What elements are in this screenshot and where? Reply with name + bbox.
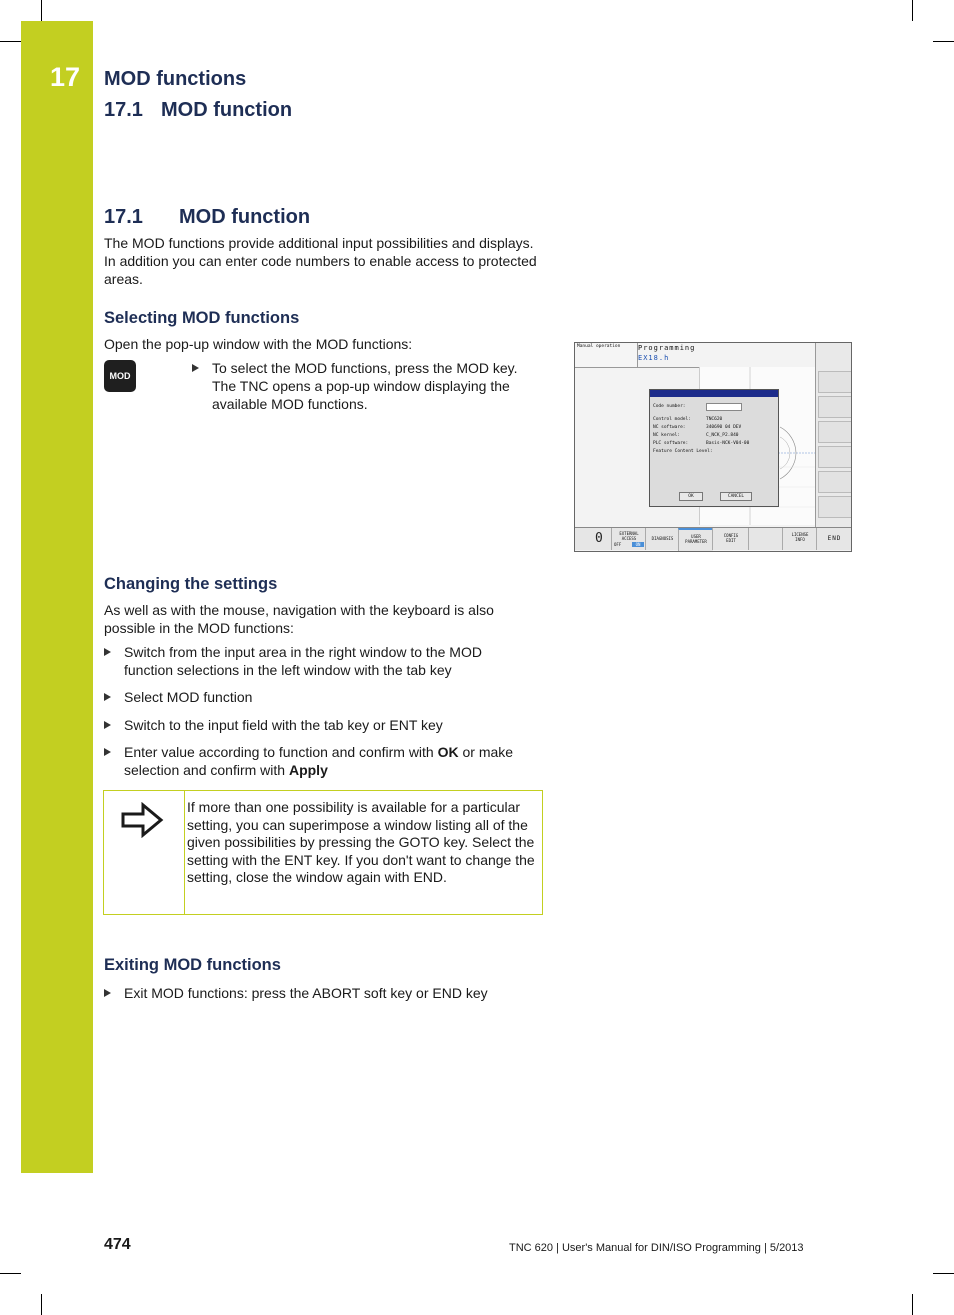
tnc-screenshot (574, 342, 852, 552)
chapter-title: MOD functions (104, 68, 247, 90)
user-parameter-softkey[interactable] (678, 528, 713, 552)
zero-indicator: 0 (595, 531, 603, 546)
file-label: EX18.h (638, 354, 670, 362)
vertical-softkey[interactable] (818, 421, 852, 443)
footer-text: TNC 620 | User's Manual for DIN/ISO Programming | 5/2013 (509, 1242, 804, 1254)
config-edit-softkey[interactable] (712, 528, 749, 550)
crop-mark (933, 41, 954, 42)
prog-label: Programming (638, 344, 696, 352)
vertical-softkey[interactable] (818, 371, 852, 393)
bullet-arrow-icon (192, 364, 199, 372)
crop-mark (0, 1273, 21, 1274)
dialog-row-label: NC software: (653, 425, 686, 430)
dialog-row-label: NC kernel: (653, 433, 681, 438)
bullet-arrow-icon (104, 989, 111, 997)
dialog-row-label: PLC software: (653, 441, 689, 446)
mod-key-icon: MOD (104, 360, 136, 392)
note-divider (184, 791, 185, 914)
arrow-right-icon (120, 802, 164, 838)
vertical-softkey[interactable] (818, 396, 852, 418)
dialog-row-value: Basis-NCK-V04-00 (706, 441, 750, 446)
page-number: 474 (104, 1236, 131, 1253)
vertical-softkey-column (815, 343, 852, 527)
softkey-zero-area (575, 528, 611, 550)
softkey-label: EDIT (726, 538, 736, 543)
crop-mark (41, 1294, 42, 1315)
crop-mark (912, 1294, 913, 1315)
bullet-arrow-icon (104, 693, 111, 701)
changing-intro: As well as with the mouse, navigation with the keyboard is also possible in the MOD functions: (104, 602, 494, 636)
chapter-number: 17 (50, 62, 81, 92)
exiting-heading: Exiting MOD functions (104, 956, 281, 974)
crop-mark (912, 0, 913, 21)
dialog-row-value: 340690 04 DEV (706, 425, 742, 430)
softkey-label: EXTERNAL (619, 531, 639, 536)
section-intro: The MOD functions provide additional input possibilities and displays. In addition you can enter code numbers to enable access to protected areas. (104, 235, 537, 287)
license-info-softkey[interactable] (782, 528, 817, 550)
vertical-softkey[interactable] (818, 446, 852, 468)
bullet-arrow-icon (104, 748, 111, 756)
dialog-row-label: Feature Content Level: (653, 449, 713, 454)
selecting-heading: Selecting MOD functions (104, 309, 300, 327)
softkey-label: CONFIG (723, 533, 739, 538)
selecting-intro: Open the pop-up window with the MOD functions: (104, 336, 413, 352)
crop-mark (41, 0, 42, 21)
softkey-label: ACCESS (621, 536, 637, 541)
vertical-softkey[interactable] (818, 471, 852, 493)
external-access-softkey[interactable] (611, 528, 646, 550)
mod-dialog (649, 389, 779, 507)
softkey-label: INFO (795, 537, 805, 542)
note-text: If more than one possibility is available for a particular setting, you can superimpose a window listing all of the given possibilities by pressing the GOTO key. Select the setting with the ENT key. If you don't want to change the setting, close the window again with END. (187, 799, 535, 886)
crop-mark (933, 1273, 954, 1274)
bullet-arrow-icon (104, 648, 111, 656)
dialog-titlebar (650, 390, 778, 397)
softkey-label: USER (691, 534, 701, 539)
end-softkey[interactable]: END (816, 528, 852, 550)
bullet-arrow-icon (104, 721, 111, 729)
code-number-label: Code number: (653, 404, 686, 409)
chapter-side-bar (21, 21, 93, 1173)
crop-mark (0, 41, 21, 42)
dialog-row-label: Control model: (653, 417, 691, 422)
softkey-label: PARAMETER (685, 539, 707, 544)
empty-softkey[interactable] (748, 528, 783, 550)
section-heading: 17.1 MOD function (104, 206, 311, 228)
changing-heading: Changing the settings (104, 575, 278, 593)
dialog-row-value: C_NCK_P2.840 (706, 433, 739, 438)
diagnosis-softkey[interactable]: DIAGNOSIS (645, 528, 679, 550)
note-box (103, 790, 543, 915)
running-section-header: 17.1 MOD function (104, 99, 293, 121)
dialog-ok-button[interactable]: OK (679, 492, 703, 501)
softkey-label: LICENSE (791, 532, 809, 537)
off-label: OFF (614, 542, 622, 547)
dialog-row-value: TNC620 (706, 417, 723, 422)
vertical-softkey[interactable] (818, 496, 852, 518)
mode-label: Manual operation (577, 344, 621, 349)
code-number-input[interactable] (706, 403, 742, 411)
dialog-cancel-button[interactable]: CANCEL (720, 492, 752, 501)
on-label: ON (632, 542, 644, 547)
